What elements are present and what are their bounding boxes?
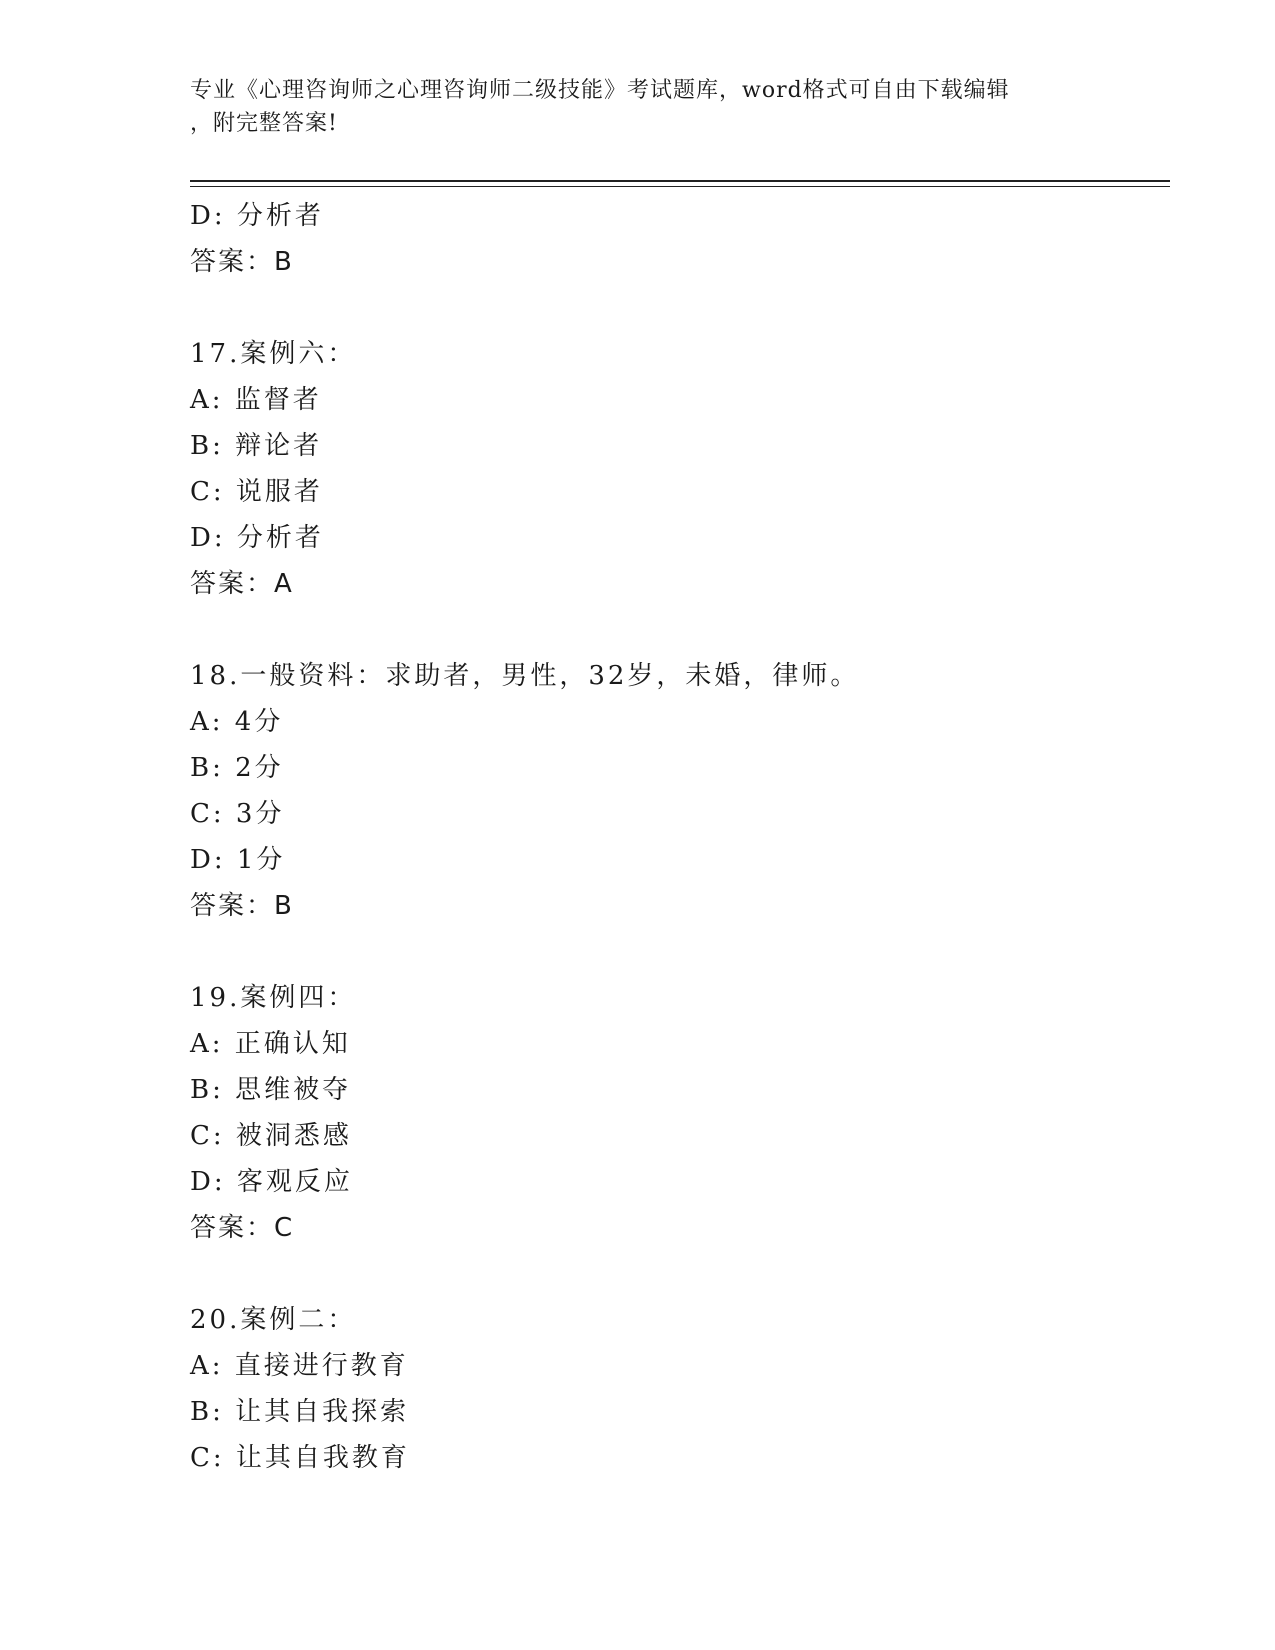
header-line-1: 专业《心理咨询师之心理咨询师二级技能》考试题库，word格式可自由下载编辑 xyxy=(190,78,1010,103)
question-stem: 19.案例四： xyxy=(190,983,357,1013)
spacer xyxy=(190,285,1170,331)
question-block-20 xyxy=(190,1297,1170,1481)
question-block-19 xyxy=(190,975,1170,1251)
option-c: C: 让其自我教育 xyxy=(190,1443,410,1473)
option-a: A: 监督者 xyxy=(190,385,322,415)
spacer xyxy=(190,607,1170,653)
header-divider-thick xyxy=(190,180,1170,182)
spacer xyxy=(190,1251,1170,1297)
option-c: C: 被洞悉感 xyxy=(190,1121,352,1151)
question-stem: 18.一般资料：求助者，男性，32岁，未婚，律师。 xyxy=(190,661,860,691)
answer-line: 答案：B xyxy=(190,891,294,921)
question-block-18 xyxy=(190,653,1170,929)
header-divider-thin xyxy=(190,186,1170,187)
option-a: A: 正确认知 xyxy=(190,1029,351,1059)
answer-line: 答案：A xyxy=(190,569,294,599)
question-list xyxy=(190,193,1170,1481)
header-line-2: ，附完整答案! xyxy=(190,111,338,136)
document-header xyxy=(190,74,1090,140)
option-c: C: 3分 xyxy=(190,799,285,829)
option-d: D: 分析者 xyxy=(190,201,324,231)
option-d: D: 客观反应 xyxy=(190,1167,353,1197)
question-stem: 20.案例二： xyxy=(190,1305,357,1335)
option-d: D: 1分 xyxy=(190,845,286,875)
option-d: D: 分析者 xyxy=(190,523,324,553)
option-a: A: 4分 xyxy=(190,707,284,737)
option-b: B: 让其自我探索 xyxy=(190,1397,410,1427)
option-b: B: 辩论者 xyxy=(190,431,323,461)
option-a: A: 直接进行教育 xyxy=(190,1351,409,1381)
option-b: B: 思维被夺 xyxy=(190,1075,352,1105)
option-b: B: 2分 xyxy=(190,753,284,783)
question-block-16-tail xyxy=(190,193,1170,285)
answer-line: 答案：B xyxy=(190,247,294,277)
answer-line: 答案：C xyxy=(190,1213,295,1243)
spacer xyxy=(190,929,1170,975)
question-block-17 xyxy=(190,331,1170,607)
option-c: C: 说服者 xyxy=(190,477,323,507)
question-stem: 17.案例六： xyxy=(190,339,357,369)
